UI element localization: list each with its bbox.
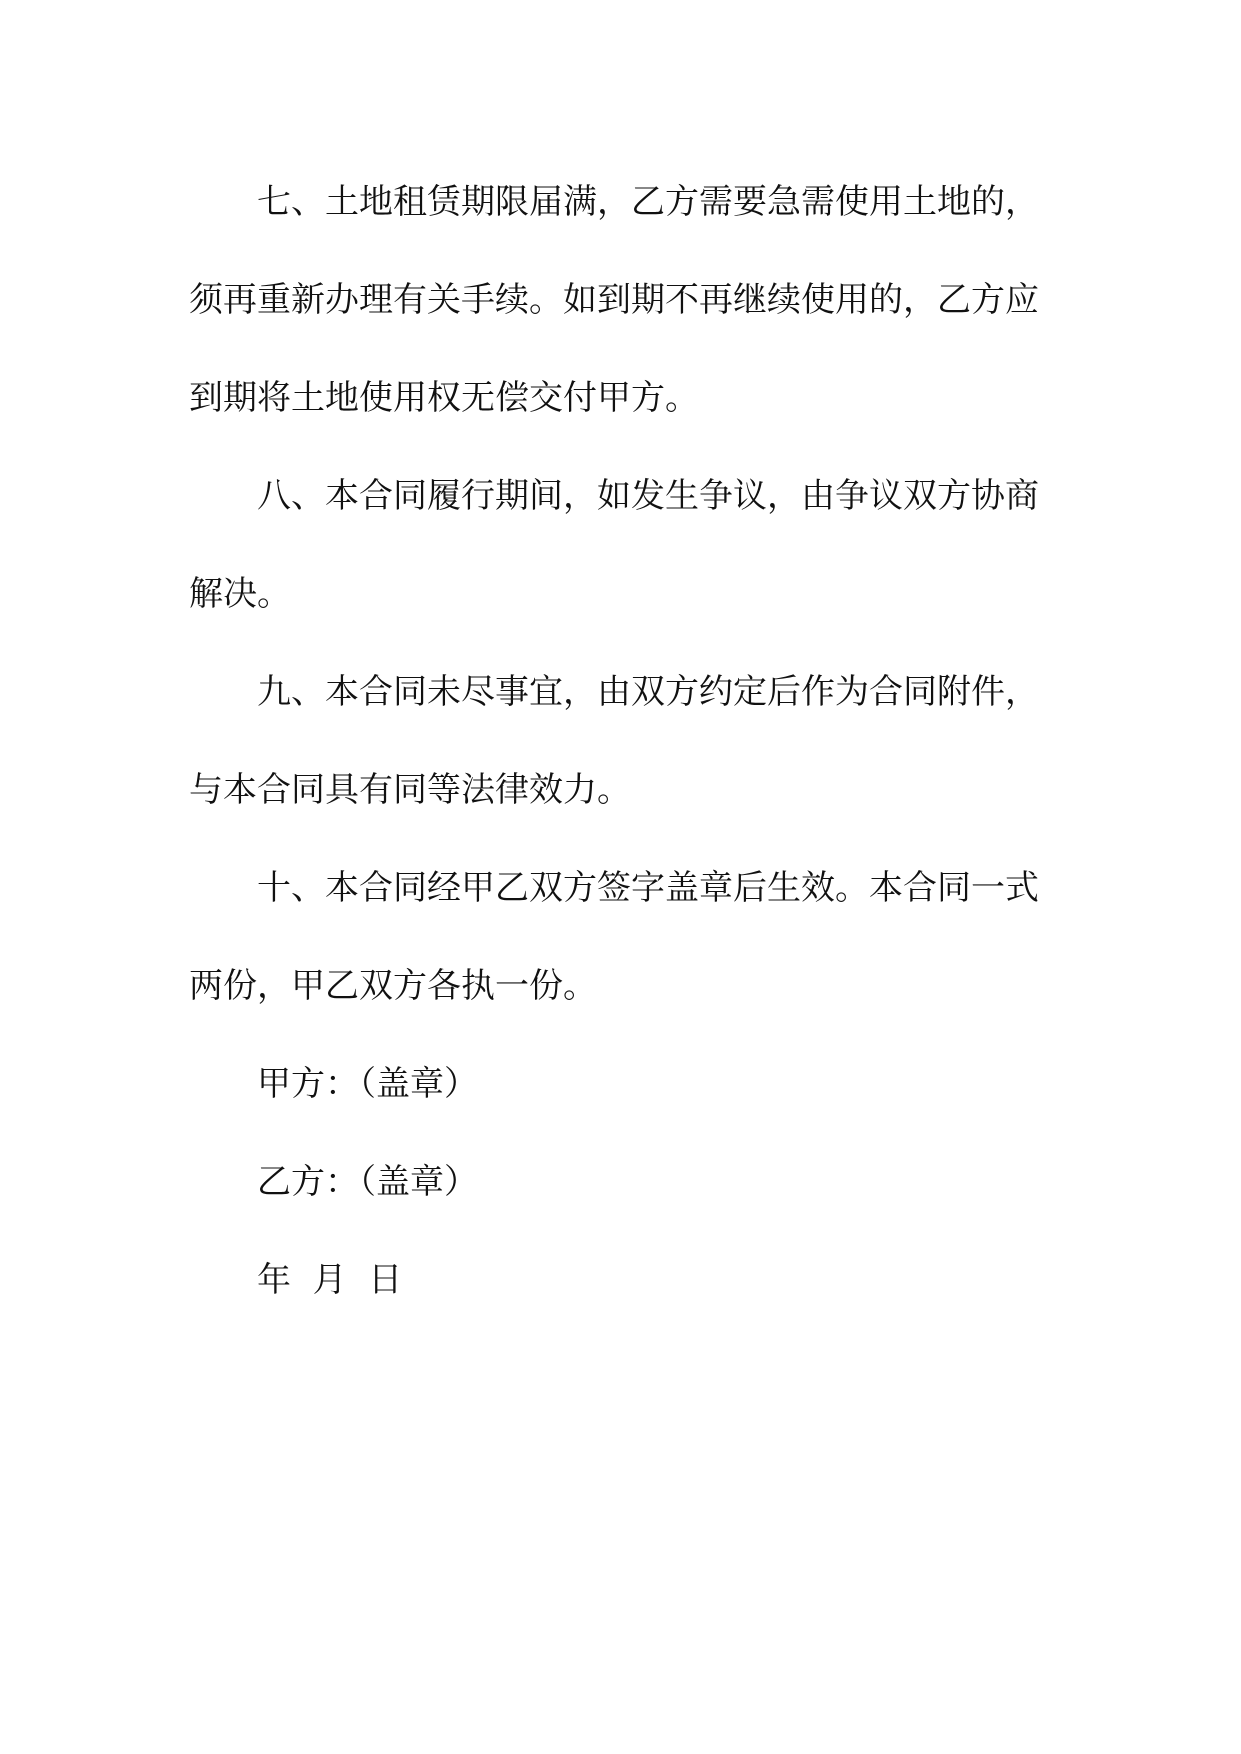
clause-8 [189,466,1039,662]
clause-9-line-1: 九、本合同未尽事宜，由双方约定后作为合同附件， [257,672,1039,712]
clause-8-line-2: 解决。 [189,574,291,614]
clause-10-line-2: 两份，甲乙双方各执一份。 [189,966,597,1006]
party-b-signature: 乙方：（盖章） [257,1162,478,1202]
clause-7 [189,172,1039,466]
clause-10 [189,858,1039,1054]
signature-block [189,1054,1029,1348]
clause-9 [189,662,1039,858]
document-body [189,172,1039,1348]
clause-10-line-1: 十、本合同经甲乙双方签字盖章后生效。本合同一式 [257,868,1039,908]
clause-7-line-3: 到期将土地使用权无偿交付甲方。 [189,378,699,418]
signature-date: 年 月 日 [257,1260,403,1300]
clause-7-line-2: 须再重新办理有关手续。如到期不再继续使用的，乙方应 [189,280,1039,320]
clause-8-line-1: 八、本合同履行期间，如发生争议，由争议双方协商 [257,476,1039,516]
party-a-signature: 甲方：（盖章） [257,1064,478,1104]
clause-7-line-1: 七、土地租赁期限届满，乙方需要急需使用土地的， [257,182,1039,222]
clause-9-line-2: 与本合同具有同等法律效力。 [189,770,631,810]
